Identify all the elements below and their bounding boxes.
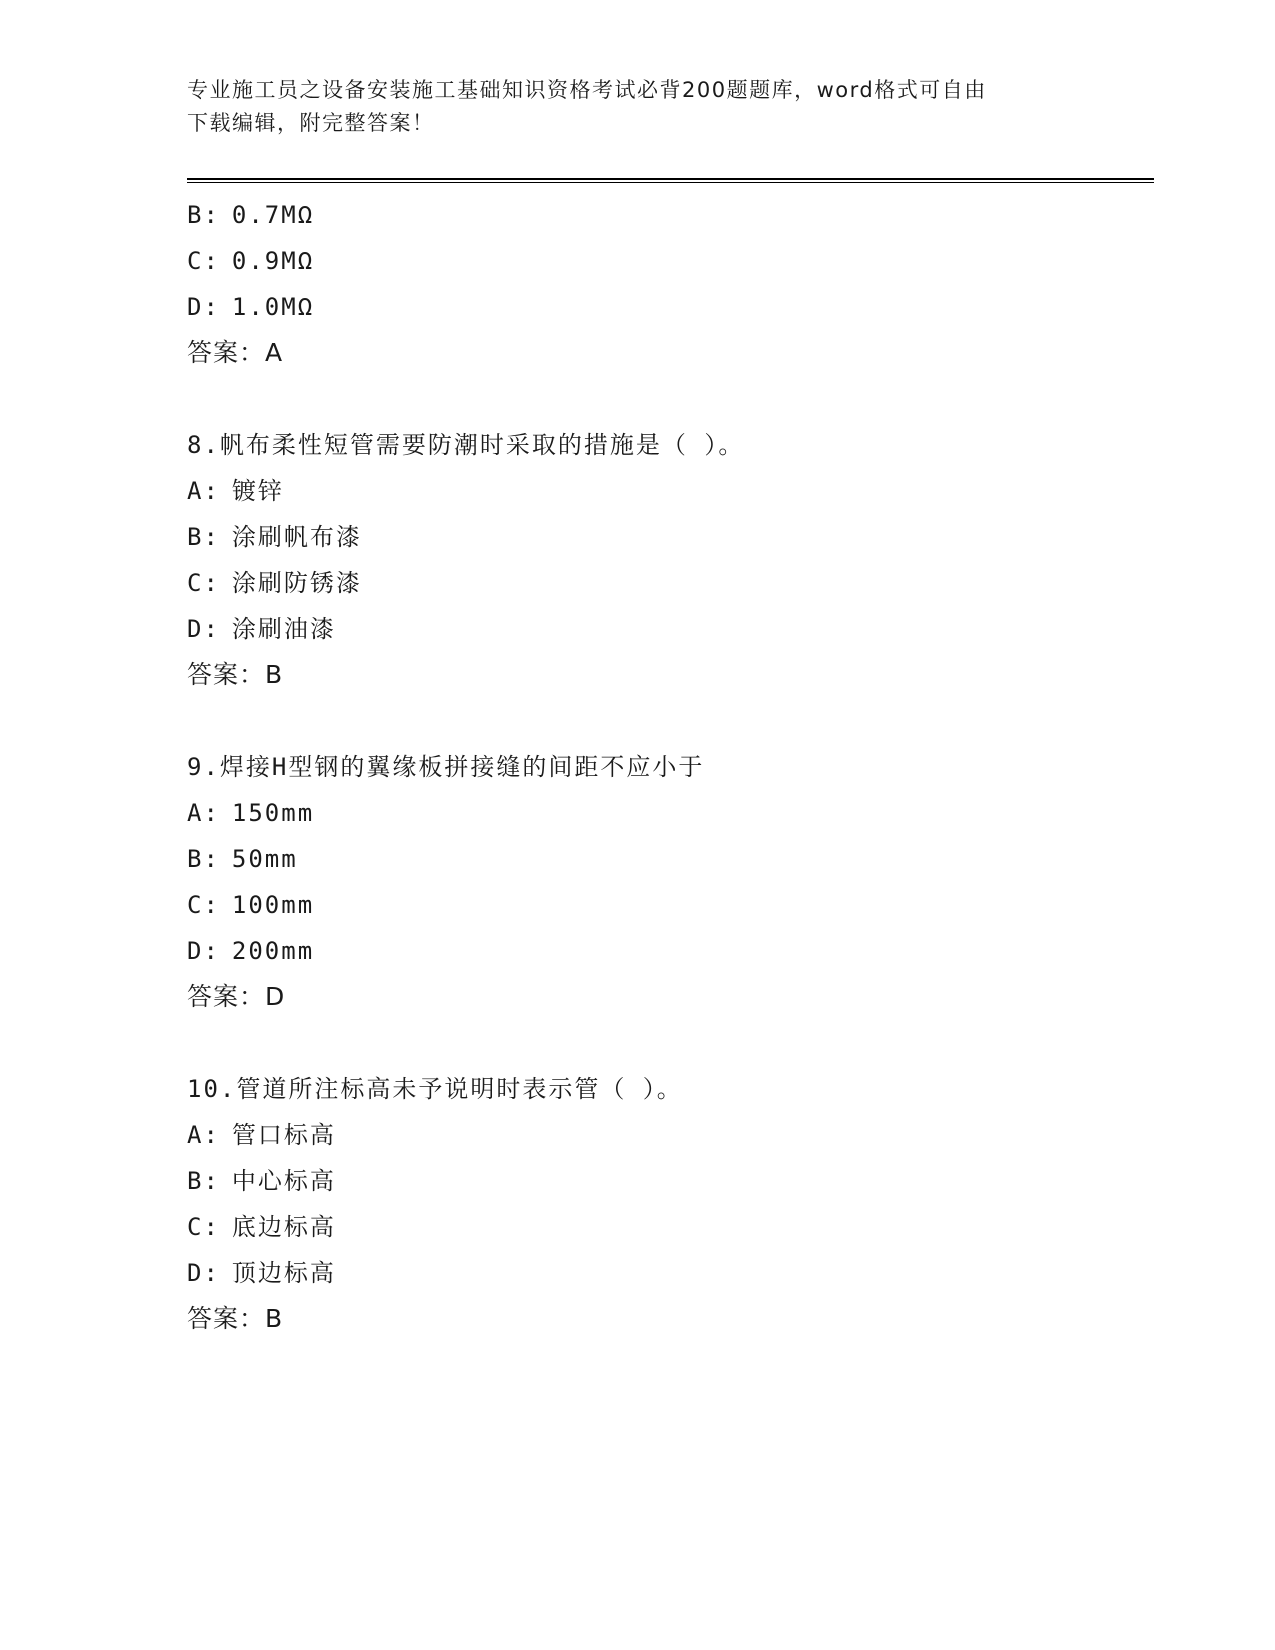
answer: 答案：B [187, 660, 284, 689]
option-c: C: 底边标高 [187, 1213, 336, 1241]
header-line-2: 下载编辑，附完整答案！ [187, 111, 435, 135]
spacer [187, 698, 1147, 744]
answer: 答案：A [187, 338, 284, 367]
option-d: D: 涂刷油漆 [187, 615, 336, 643]
question-8 [187, 422, 1147, 698]
option-d: D: 200mm [187, 937, 315, 965]
option-b: B: 50mm [187, 845, 298, 873]
header-rule-thick [187, 178, 1154, 180]
answer: 答案：D [187, 982, 286, 1011]
question-text: 9.焊接H型钢的翼缘板拼接缝的间距不应小于 [187, 753, 705, 781]
question-list [187, 192, 1147, 1342]
spacer [187, 376, 1147, 422]
option-c: C: 100mm [187, 891, 315, 919]
question-9 [187, 744, 1147, 1020]
option-b: B: 涂刷帆布漆 [187, 523, 362, 551]
question-text: 10.管道所注标高未予说明时表示管（ ）。 [187, 1075, 683, 1103]
option-a: A: 镀锌 [187, 477, 284, 505]
header-line-1: 专业施工员之设备安装施工基础知识资格考试必背200题题库，word格式可自由 [187, 78, 987, 102]
option-a: A: 150mm [187, 799, 315, 827]
question-text: 8.帆布柔性短管需要防潮时采取的措施是（ ）。 [187, 431, 745, 459]
question-7-tail [187, 192, 1147, 376]
option-c: C: 涂刷防锈漆 [187, 569, 362, 597]
answer: 答案：B [187, 1304, 284, 1333]
option-b: B: 0.7MΩ [187, 201, 315, 229]
header-rule-thin [187, 182, 1154, 183]
option-c: C: 0.9MΩ [187, 247, 315, 275]
option-d: D: 顶边标高 [187, 1259, 336, 1287]
spacer [187, 1020, 1147, 1066]
question-10 [187, 1066, 1147, 1342]
document-header [187, 74, 1067, 140]
option-d: D: 1.0MΩ [187, 293, 315, 321]
option-a: A: 管口标高 [187, 1121, 336, 1149]
option-b: B: 中心标高 [187, 1167, 336, 1195]
